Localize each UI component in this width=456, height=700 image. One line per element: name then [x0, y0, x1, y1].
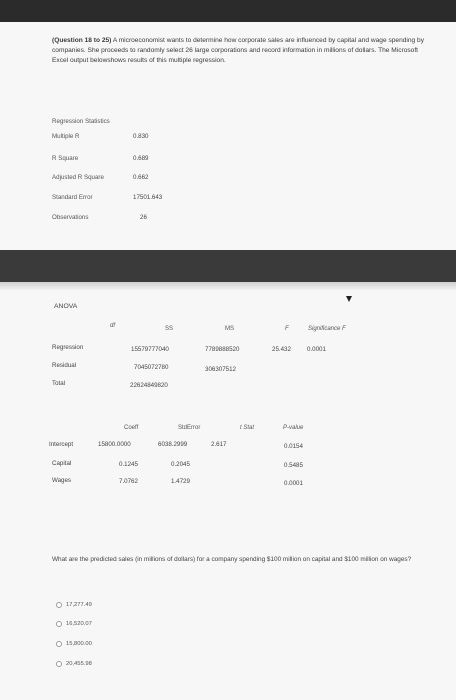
question-intro [52, 36, 424, 67]
answer-option-4[interactable] [56, 661, 92, 667]
anova-residual-ms: 306307512 [205, 366, 236, 373]
answer-option-label: 17,277.49 [66, 602, 92, 608]
anova-title: ANOVA [54, 303, 78, 310]
coef-header-coeff: Coeff [124, 425, 139, 431]
anova-row-label-regression: Regression [52, 344, 84, 351]
question-range: (Question 18 to 25) [52, 37, 112, 44]
answer-option-1[interactable] [56, 602, 92, 608]
anova-header-ms: MS [225, 326, 234, 332]
question-text: What are the predicted sales (in millions of dollars) for a company spending $100 million on capital and $100 million on wages? [52, 556, 412, 563]
photo-top-edge [0, 0, 456, 22]
answer-option-label: 20,455.98 [66, 661, 92, 667]
anova-header-significance-f: Significance F [308, 326, 346, 332]
photo-divider [0, 250, 456, 282]
coef-capital-coeff: 0.1245 [119, 461, 138, 468]
stat-label-observations: Observations [52, 214, 89, 221]
cursor-arrow-icon [346, 296, 352, 302]
stat-value-r-square: 0.689 [133, 155, 149, 162]
coef-row-label-wages: Wages [52, 477, 72, 484]
anova-header-ss: SS [165, 326, 174, 332]
coef-intercept-pvalue: 0.0154 [284, 443, 303, 450]
anova-row-label-residual: Residual [52, 362, 77, 369]
coef-header-tstat: t Stat [240, 425, 255, 431]
radio-button-icon[interactable] [56, 641, 62, 647]
coef-header-stderr: StdError [178, 425, 201, 431]
coef-wages-pvalue: 0.0001 [284, 480, 303, 487]
radio-button-icon[interactable] [56, 602, 62, 608]
anova-header-df: df [110, 323, 116, 329]
stat-label-r-square: R Square [52, 155, 79, 162]
stat-label-multiple-r: Multiple R [52, 133, 80, 140]
coef-row-label-capital: Capital [52, 460, 72, 467]
radio-button-icon[interactable] [56, 661, 62, 667]
radio-button-icon[interactable] [56, 621, 62, 627]
coef-capital-pvalue: 0.5485 [284, 462, 303, 469]
coef-wages-coeff: 7.0762 [119, 478, 138, 485]
answer-option-3[interactable] [56, 641, 92, 647]
anova-regression-f: 25.432 [272, 346, 291, 353]
question-intro-text: A microeconomist wants to determine how corporate sales are influenced by capital and wage spending by companies. She proceeds to randomly select 26 large corporations and record information in millions of dollars. The Microsoft Excel output belowshows results of this multiple regression. [52, 37, 425, 65]
coef-intercept-tstat: 2.617 [211, 441, 227, 448]
photo-shadow [0, 282, 456, 290]
answer-option-label: 15,800.00 [66, 641, 92, 647]
stat-label-adjusted-r-square: Adjusted R Square [52, 174, 104, 181]
anova-residual-ss: 7045072780 [134, 364, 169, 371]
stat-value-standard-error: 17501.643 [133, 194, 163, 201]
stat-value-multiple-r: 0.830 [133, 133, 149, 140]
regression-stats-title: Regression Statistics [52, 118, 110, 125]
stat-label-standard-error: Standard Error [52, 194, 93, 201]
coef-intercept-stderr: 6038.2999 [158, 441, 188, 448]
answer-option-label: 16,520.07 [66, 621, 92, 627]
coef-intercept-coeff: 15800.0000 [98, 441, 131, 448]
coef-wages-stderr: 1.4729 [171, 478, 190, 485]
stat-value-observations: 26 [140, 214, 147, 221]
anova-regression-ms: 7789888520 [205, 346, 240, 353]
coef-capital-stderr: 0.2045 [171, 461, 190, 468]
coef-row-label-intercept: Intercept [49, 441, 74, 448]
anova-regression-significance-f: 0.0001 [307, 346, 326, 353]
coef-header-pvalue: P-value [283, 425, 304, 431]
anova-total-ss: 22624849820 [130, 382, 168, 389]
answer-option-2[interactable] [56, 621, 92, 627]
anova-regression-ss: 15579777040 [131, 346, 169, 353]
stat-value-adjusted-r-square: 0.662 [133, 174, 149, 181]
anova-header-f: F [285, 326, 289, 332]
anova-row-label-total: Total [52, 380, 66, 387]
